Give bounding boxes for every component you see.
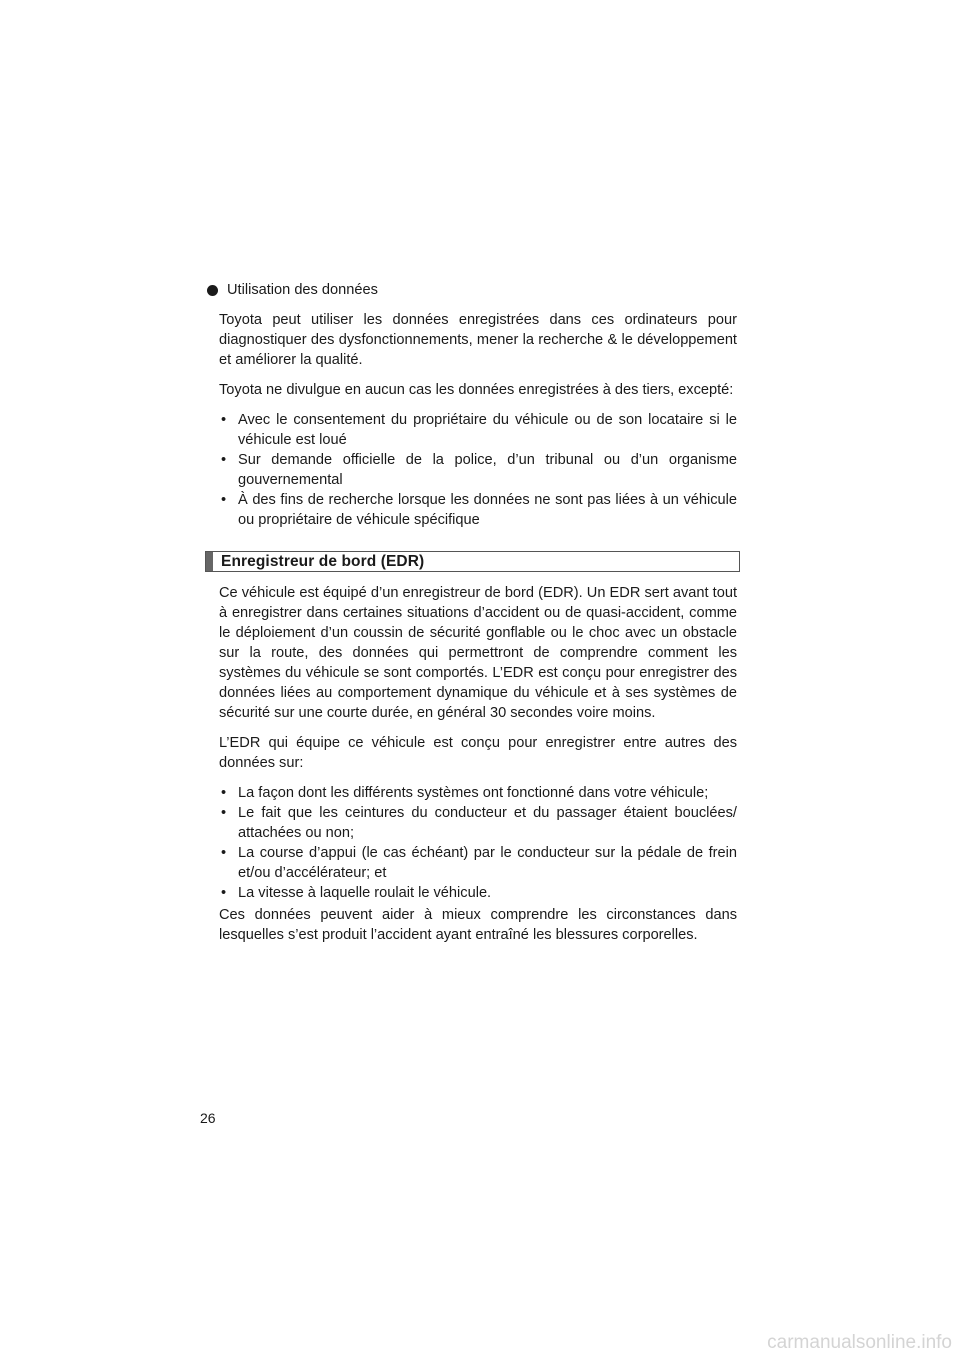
list-item: • À des fins de recherche lorsque les données ne sont pas liées à un véhicule ou propriétaire de véhicule spécifique bbox=[219, 490, 737, 530]
list-item: • La vitesse à laquelle roulait le véhicule. bbox=[219, 883, 737, 903]
edr-paragraph-2: L’EDR qui équipe ce véhicule est conçu pour enregistrer entre autres des données sur: bbox=[219, 735, 737, 771]
list-item: • La façon dont les différents systèmes ont fonctionné dans votre véhicule; bbox=[219, 783, 737, 803]
usage-heading-text: Utilisation des données bbox=[227, 282, 378, 298]
usage-exception-list bbox=[219, 410, 737, 530]
page-content bbox=[219, 280, 737, 955]
usage-heading bbox=[207, 280, 737, 300]
bullet-dot-icon bbox=[207, 285, 218, 296]
edr-paragraph-3: Ces données peuvent aider à mieux comprendre les circonstances dans lesquelles s’est produit l’accident ayant entraîné les blessures corporelles. bbox=[219, 907, 737, 943]
section-marker-bar bbox=[206, 552, 213, 571]
usage-paragraph-2: Toyota ne divulgue en aucun cas les données enregistrées à des tiers, excepté: bbox=[219, 382, 734, 398]
list-item: • Le fait que les ceintures du conducteur et du passager étaient bouclées/ attachées ou non; bbox=[219, 803, 737, 843]
usage-paragraph-1: Toyota peut utiliser les données enregistrées dans ces ordinateurs pour diagnostiquer des dysfonctionnements, mener la recherche & le développement et améliorer la qualité. bbox=[219, 312, 737, 368]
edr-data-list bbox=[219, 783, 737, 903]
edr-paragraph-1: Ce véhicule est équipé d’un enregistreur de bord (EDR). Un EDR sert avant tout à enregistrer dans certaines situations d’accident ou de quasi-accident, comme le déploiement d’un coussin de sécurité gonflable ou le choc avec un obstacle sur la route, des données qui permettront de comprendre comment les systèmes du véhicule se sont comportés. L’EDR est conçu pour enregistrer des données liées au comportement dynamique du véhicule et à ses systèmes de sécurité sur une courte durée, en général 30 secondes voire moins. bbox=[219, 585, 737, 721]
list-item: • Avec le consentement du propriétaire du véhicule ou de son locataire si le véhicule est loué bbox=[219, 410, 737, 450]
list-item: • Sur demande officielle de la police, d’un tribunal ou d’un organisme gouvernemental bbox=[219, 450, 737, 490]
edr-section-header bbox=[205, 551, 740, 572]
list-item: • La course d’appui (le cas échéant) par le conducteur sur la pédale de frein et/ou d’accélérateur; et bbox=[219, 843, 737, 883]
page-number: 26 bbox=[200, 1110, 216, 1126]
edr-section-title: Enregistreur de bord (EDR) bbox=[221, 552, 425, 570]
watermark: carmanualsonline.info bbox=[767, 1332, 952, 1353]
